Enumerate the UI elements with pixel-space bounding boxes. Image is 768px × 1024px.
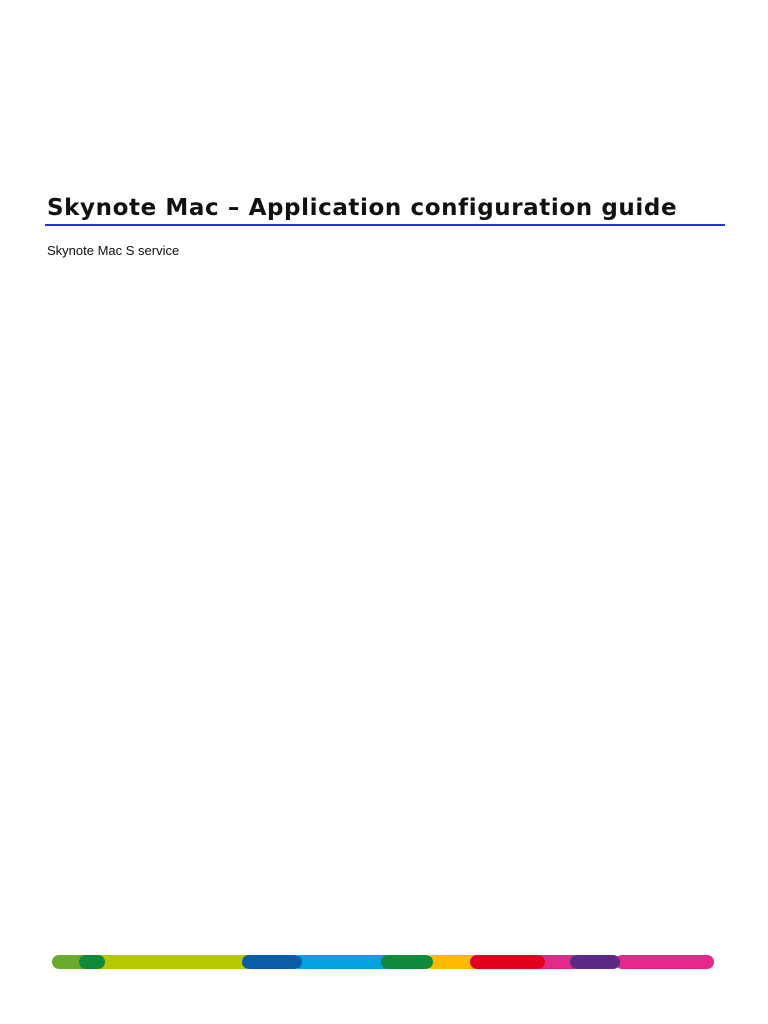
- footer-band-segment: [540, 955, 575, 969]
- title-underline: [45, 224, 725, 226]
- footer-band-segment: [242, 955, 302, 969]
- document-title: Skynote Mac – Application configuration guide: [47, 195, 678, 221]
- document-subtitle: Skynote Mac S service: [47, 243, 180, 258]
- footer-band-segment: [570, 955, 620, 969]
- footer-band-segment: [470, 955, 545, 969]
- footer-band-segment: [430, 955, 475, 969]
- footer-band-segment: [100, 955, 250, 969]
- footer-band-segment: [298, 955, 388, 969]
- footer-band-segment: [52, 955, 112, 969]
- footer-band-segment: [381, 955, 433, 969]
- footer-band-segment: [615, 955, 714, 969]
- footer-band-segment: [79, 955, 105, 969]
